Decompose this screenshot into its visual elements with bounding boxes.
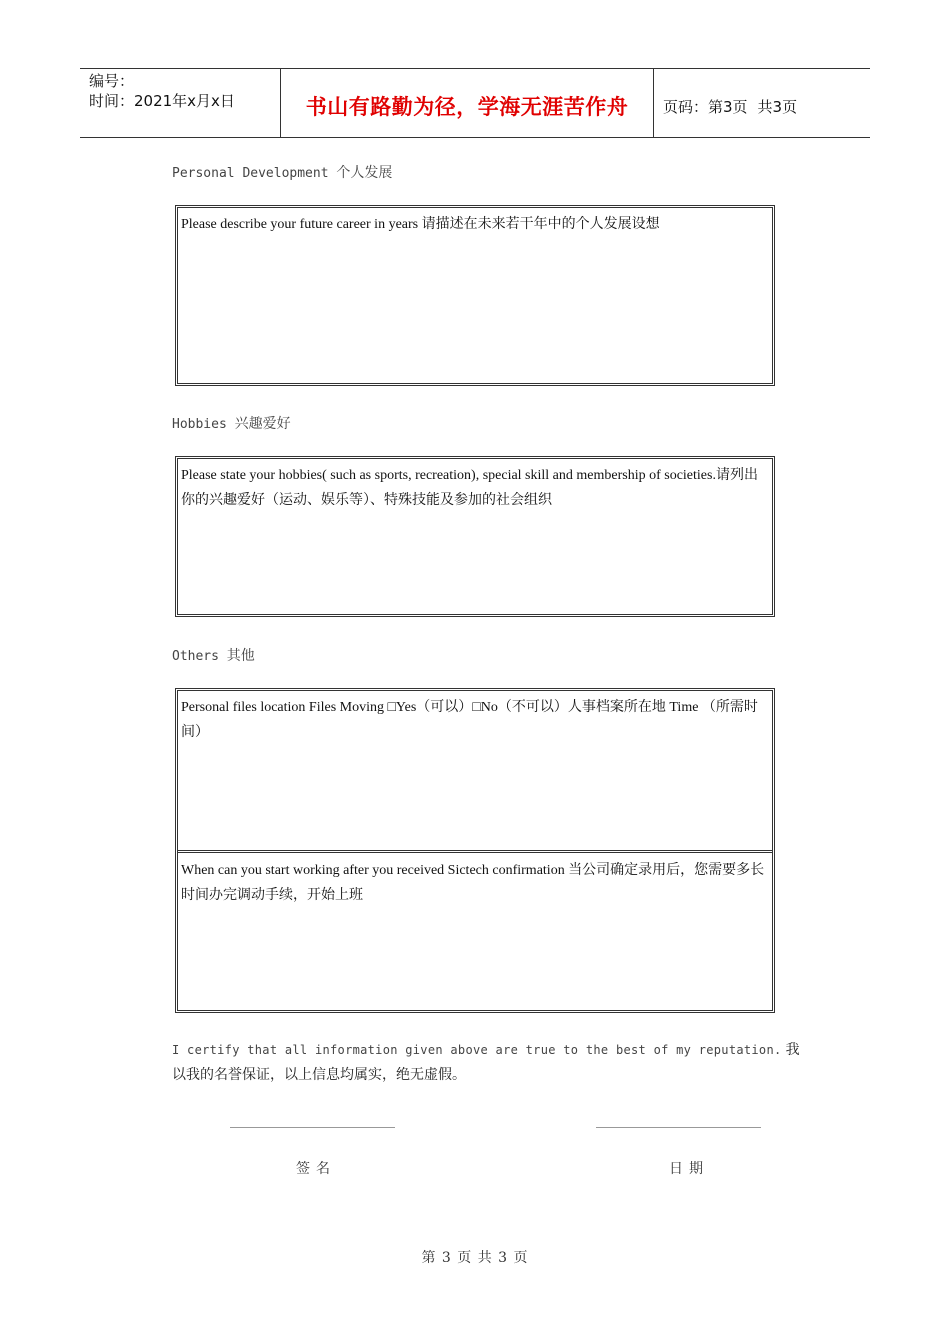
number-label: 编号： bbox=[89, 72, 135, 90]
section-title-en: Others bbox=[172, 649, 219, 664]
section-title-cn: 个人发展 bbox=[336, 165, 393, 181]
header-meta bbox=[80, 69, 281, 137]
document-header bbox=[80, 68, 870, 138]
personal-development-field[interactable] bbox=[175, 205, 775, 386]
date-line[interactable] bbox=[596, 1127, 761, 1128]
others-field-group bbox=[175, 688, 775, 1013]
personal-development-prompt: Please describe your future career in years 请描述在未来若干年中的个人发展设想 bbox=[181, 217, 660, 232]
certification-statement bbox=[172, 1038, 800, 1088]
section-title-en: Personal Development bbox=[172, 166, 329, 181]
time-label: 时间：2021年x月x日 bbox=[89, 92, 235, 110]
certification-cn: 我以我的名誉保证，以上信息均属实，绝无虚假。 bbox=[172, 1042, 800, 1083]
hobbies-prompt: Please state your hobbies( such as sports, recreation), special skill and membership of societies.请列出你的兴趣爱好（运动、娱乐等）、特殊技能及参加的社会组织 bbox=[181, 468, 758, 508]
field-divider bbox=[178, 850, 772, 853]
section-title-cn: 其他 bbox=[226, 648, 255, 664]
signature-label: 签名 bbox=[296, 1161, 336, 1177]
section-title-hobbies bbox=[172, 413, 291, 433]
page-label: 页码：第3页 bbox=[663, 97, 748, 116]
page-footer: 第 3 页 共 3 页 bbox=[421, 1250, 529, 1266]
hobbies-field[interactable] bbox=[175, 456, 775, 617]
section-title-en: Hobbies bbox=[172, 417, 227, 432]
signature-line[interactable] bbox=[230, 1127, 395, 1128]
files-location-prompt[interactable]: Personal files location Files Moving □Yes（可以）□No（不可以）人事档案所在地 Time （所需时间） bbox=[181, 700, 758, 740]
start-date-prompt[interactable]: When can you start working after you received Sictech confirmation 当公司确定录用后，您需要多长时间办完调动手续，开始上班 bbox=[181, 863, 765, 903]
header-motto: 书山有路勤为径，学海无涯苦作舟 bbox=[281, 69, 654, 137]
page-total: 共3页 bbox=[757, 97, 798, 116]
certification-en: I certify that all information given above are true to the best of my reputation. bbox=[172, 1043, 782, 1057]
header-page-info bbox=[654, 69, 870, 137]
section-title-personal-development bbox=[172, 162, 392, 182]
section-title-cn: 兴趣爱好 bbox=[234, 416, 291, 432]
section-title-others bbox=[172, 645, 255, 665]
date-label: 日期 bbox=[669, 1161, 709, 1177]
